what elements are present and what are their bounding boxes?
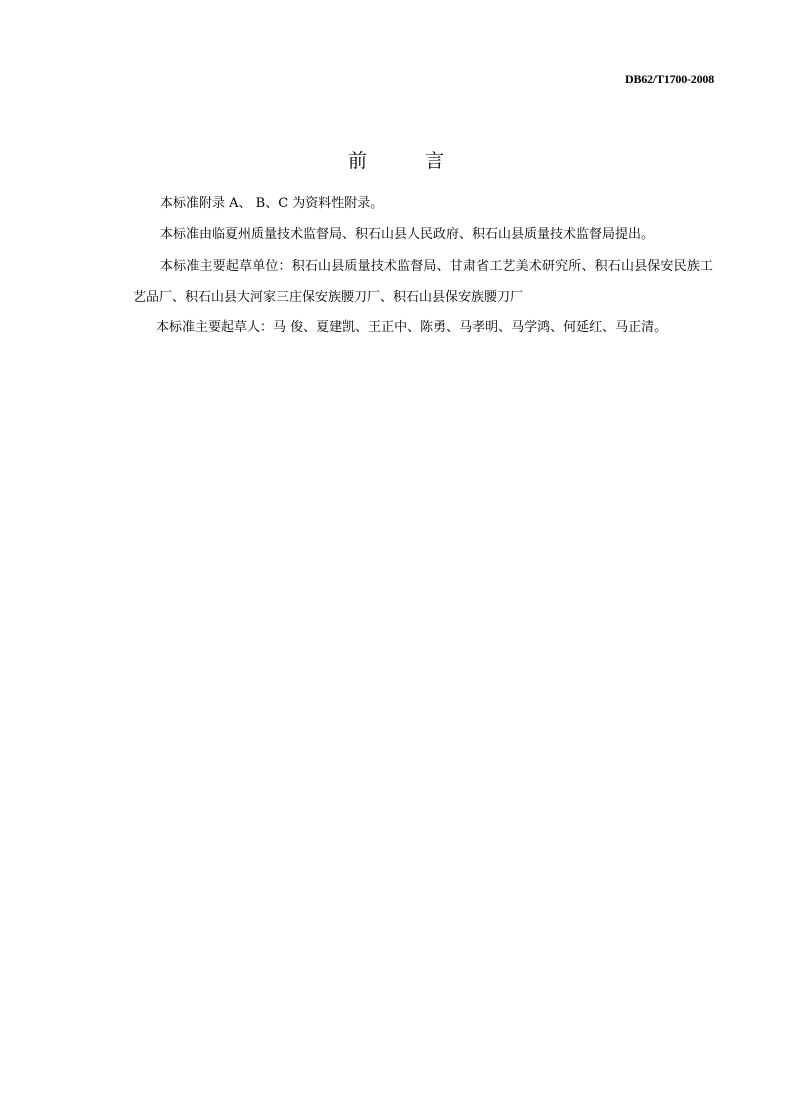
document-code: DB62/T1700-2008 [624, 72, 714, 86]
paragraph-drafters: 本标准主要起草人：马 俊、夏建凯、王正中、陈勇、马孝明、马学鸿、何延红、马正清。 [156, 320, 668, 335]
document-body [133, 194, 713, 349]
paragraph-proposer: 本标准由临夏州质量技术监督局、积石山县人民政府、积石山县质量技术监督局提出。 [160, 227, 655, 242]
paragraph-appendix-note: 本标准附录 A、 B、C 为资料性附录。 [160, 196, 384, 211]
paragraph-drafting-units: 本标准主要起草单位：积石山县质量技术监督局、甘肃省工艺美术研究所、积石山县保安民族工艺品厂、积石山县大河家三庄保安族腰刀厂、积石山县保安族腰刀厂 [133, 259, 713, 305]
page-title: 前 言 [347, 150, 471, 172]
